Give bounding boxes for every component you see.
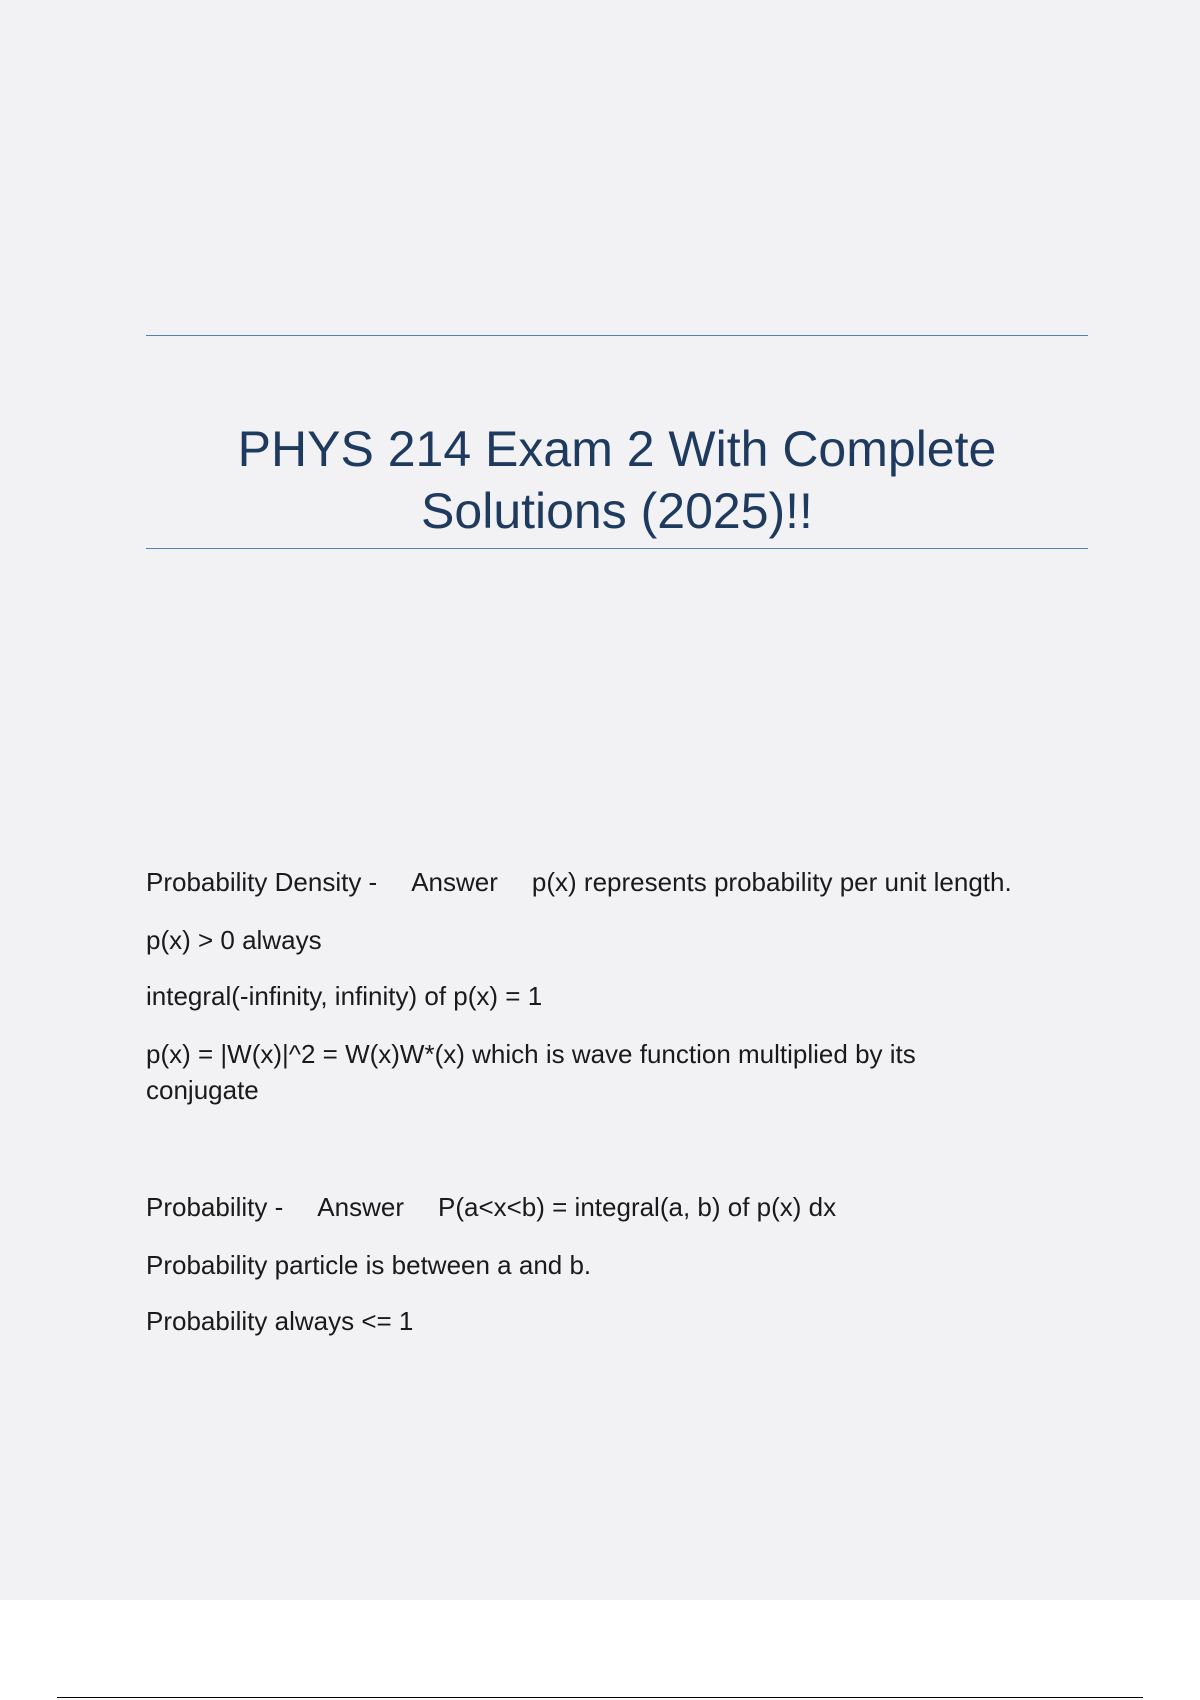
title-bottom-rule bbox=[146, 548, 1088, 549]
question-term: Probability - bbox=[146, 1192, 284, 1222]
document-title: PHYS 214 Exam 2 With Complete Solutions (2025)!! bbox=[237, 421, 997, 539]
question-line bbox=[146, 1189, 836, 1225]
answer-line: p(x) > 0 always bbox=[146, 925, 322, 955]
answer-line: integral(-infinity, infinity) of p(x) = 1 bbox=[146, 981, 543, 1011]
answer-label: Answer bbox=[317, 1192, 404, 1222]
title-top-rule bbox=[146, 335, 1088, 336]
question-line bbox=[146, 864, 1012, 900]
answer-line: Probability particle is between a and b. bbox=[146, 1250, 592, 1280]
answer-text: P(a<x<b) = integral(a, b) of p(x) dx bbox=[437, 1192, 837, 1222]
footer-rule bbox=[57, 1697, 1143, 1698]
question-term: Probability Density - bbox=[146, 867, 378, 897]
answer-text: p(x) represents probability per unit length. bbox=[531, 867, 1012, 897]
answer-line: p(x) = |W(x)|^2 = W(x)W*(x) which is wave function multiplied by its conjugate bbox=[146, 1039, 916, 1105]
answer-line: Probability always <= 1 bbox=[146, 1306, 414, 1336]
answer-label: Answer bbox=[411, 867, 498, 897]
